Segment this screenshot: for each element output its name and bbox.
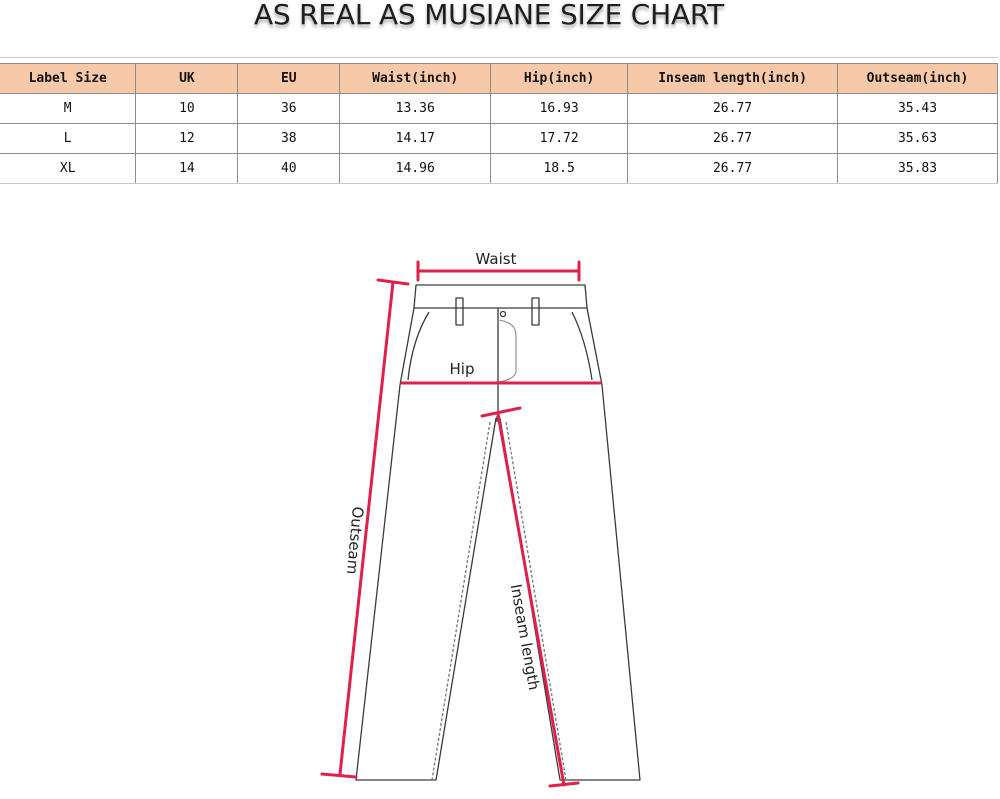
table-cell: 14.96 <box>340 154 491 184</box>
table-cell: 35.63 <box>838 124 998 154</box>
header-cell: Outseam(inch) <box>838 64 998 94</box>
inseam-measure-line <box>498 414 564 785</box>
table-row <box>0 94 998 124</box>
table-cell: XL <box>0 154 136 184</box>
table-cell: 17.72 <box>491 124 628 154</box>
table-cell: 18.5 <box>491 154 628 184</box>
table-cell: 16.93 <box>491 94 628 124</box>
table-cell: 38 <box>238 124 340 154</box>
hip-label: Hip <box>449 360 475 378</box>
table-cell: 14.17 <box>340 124 491 154</box>
table-cell: 12 <box>136 124 238 154</box>
waist-label: Waist <box>475 250 517 268</box>
table-cell: L <box>0 124 136 154</box>
header-cell: Inseam length(inch) <box>628 64 838 94</box>
outseam-label: Outseam <box>343 505 367 576</box>
table-row <box>0 124 998 154</box>
table-cell: 14 <box>136 154 238 184</box>
table-row <box>0 154 998 184</box>
table-cell: 26.77 <box>628 154 838 184</box>
header-cell: Waist(inch) <box>340 64 491 94</box>
table-cell: M <box>0 94 136 124</box>
inseam-label: Inseam length <box>506 582 544 692</box>
size-table <box>0 63 998 184</box>
pants-outline <box>356 285 640 780</box>
table-cell: 13.36 <box>340 94 491 124</box>
table-cell: 35.83 <box>838 154 998 184</box>
table-cell: 10 <box>136 94 238 124</box>
table-cell: 36 <box>238 94 340 124</box>
chart-title: AS REAL AS MUSIANE SIZE CHART <box>253 0 725 31</box>
header-cell: Hip(inch) <box>491 64 628 94</box>
header-cell: EU <box>238 64 340 94</box>
divider <box>0 57 998 58</box>
table-cell: 35.43 <box>838 94 998 124</box>
table-header-row <box>0 64 998 94</box>
header-cell: UK <box>136 64 238 94</box>
table-cell: 26.77 <box>628 124 838 154</box>
table-cell: 40 <box>238 154 340 184</box>
table-cell: 26.77 <box>628 94 838 124</box>
header-cell: Label Size <box>0 64 136 94</box>
pants-measurement-diagram <box>300 240 660 799</box>
